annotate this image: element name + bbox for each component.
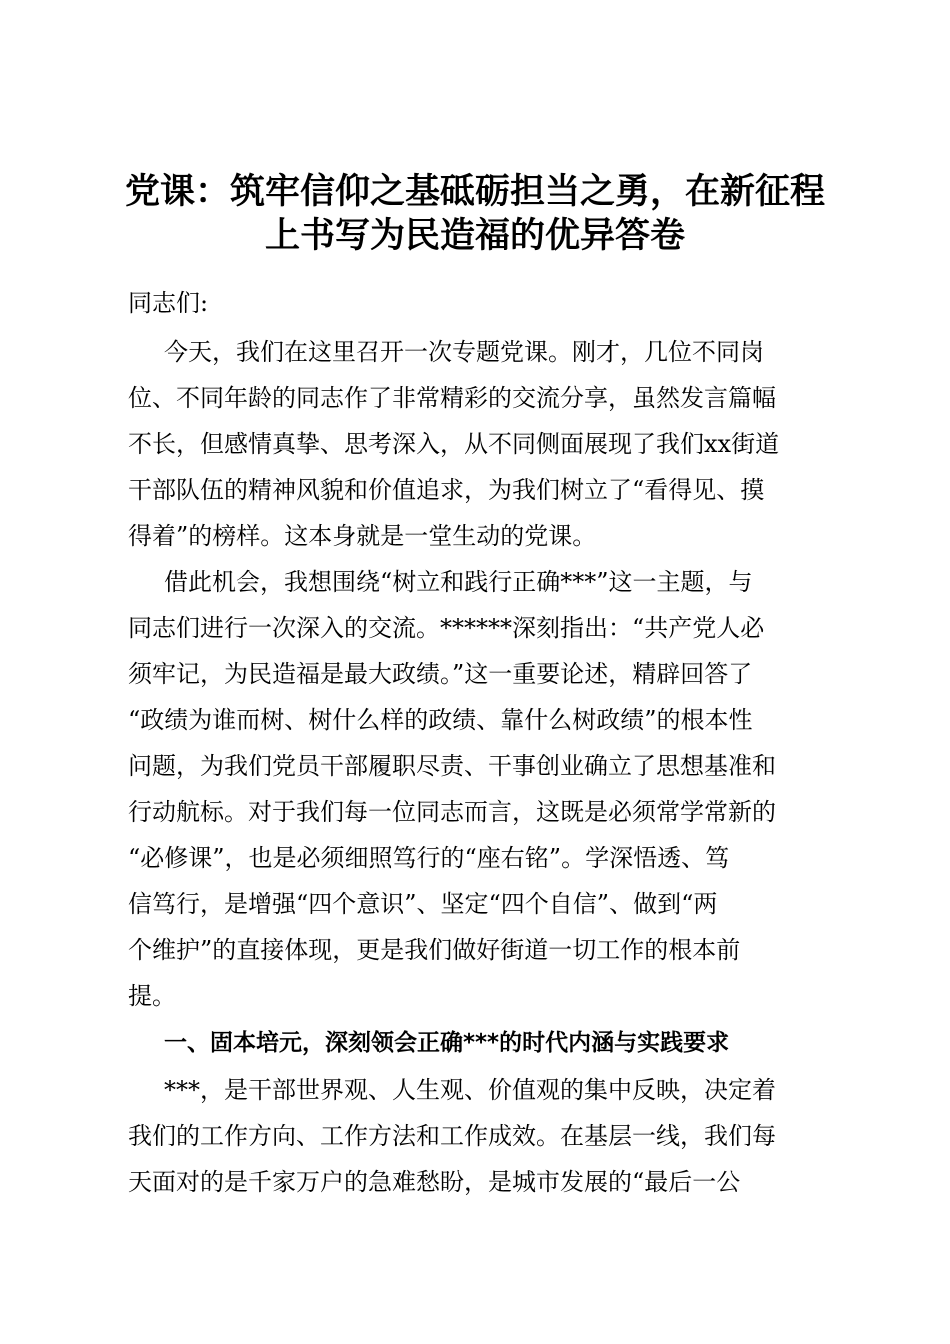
paragraph-line: ***，是干部世界观、人生观、价值观的集中反映，决定着 xyxy=(164,1076,776,1104)
paragraph-line: 今天，我们在这里召开一次专题党课。刚才，几位不同岗 xyxy=(164,338,764,366)
salutation: 同志们: xyxy=(128,289,209,317)
paragraph-line: 得着”的榜样。这本身就是一堂生动的党课。 xyxy=(128,522,597,550)
paragraph-line: 我们的工作方向、工作方法和工作成效。在基层一线，我们每 xyxy=(128,1122,776,1150)
document-title-line-2: 上书写为民造福的优异答卷 xyxy=(264,216,685,256)
paragraph-line: 行动航标。对于我们每一位同志而言，这既是必须常学常新的 xyxy=(128,798,776,826)
section-heading: 一、固本培元，深刻领会正确***的时代内涵与实践要求 xyxy=(164,1030,730,1056)
paragraph-line: 信笃行，是增强“四个意识”、坚定“四个自信”、做到“两 xyxy=(128,890,718,918)
paragraph-line: 干部队伍的精神风貌和价值追求，为我们树立了“看得见、摸 xyxy=(128,476,765,504)
document-title-line-1: 党课：筑牢信仰之基砥砺担当之勇，在新征程 xyxy=(124,172,825,212)
paragraph-line: 位、不同年龄的同志作了非常精彩的交流分享，虽然发言篇幅 xyxy=(128,384,776,412)
paragraph-line: 借此机会，我想围绕“树立和践行正确***”这一主题，与 xyxy=(164,568,753,596)
paragraph-line: “政绩为谁而树、树什么样的政绩、靠什么树政绩”的根本性 xyxy=(128,706,753,734)
paragraph-line: 问题，为我们党员干部履职尽责、干事创业确立了思想基准和 xyxy=(128,752,776,780)
paragraph-line: 提。 xyxy=(128,982,176,1010)
paragraph-line: 个维护”的直接体现，更是我们做好街道一切工作的根本前 xyxy=(128,936,741,964)
paragraph-line: 天面对的是千家万户的急难愁盼，是城市发展的“最后一公 xyxy=(128,1168,741,1196)
paragraph-line: “必修课”，也是必须细照笃行的“座右铭”。学深悟透、笃 xyxy=(128,844,730,872)
paragraph-line: 须牢记，为民造福是最大政绩。”这一重要论述，精辟回答了 xyxy=(128,660,753,688)
paragraph-line: 同志们进行一次深入的交流。******深刻指出：“共产党人必 xyxy=(128,614,765,642)
paragraph-line: 不长，但感情真挚、思考深入，从不同侧面展现了我们xx街道 xyxy=(128,430,780,458)
